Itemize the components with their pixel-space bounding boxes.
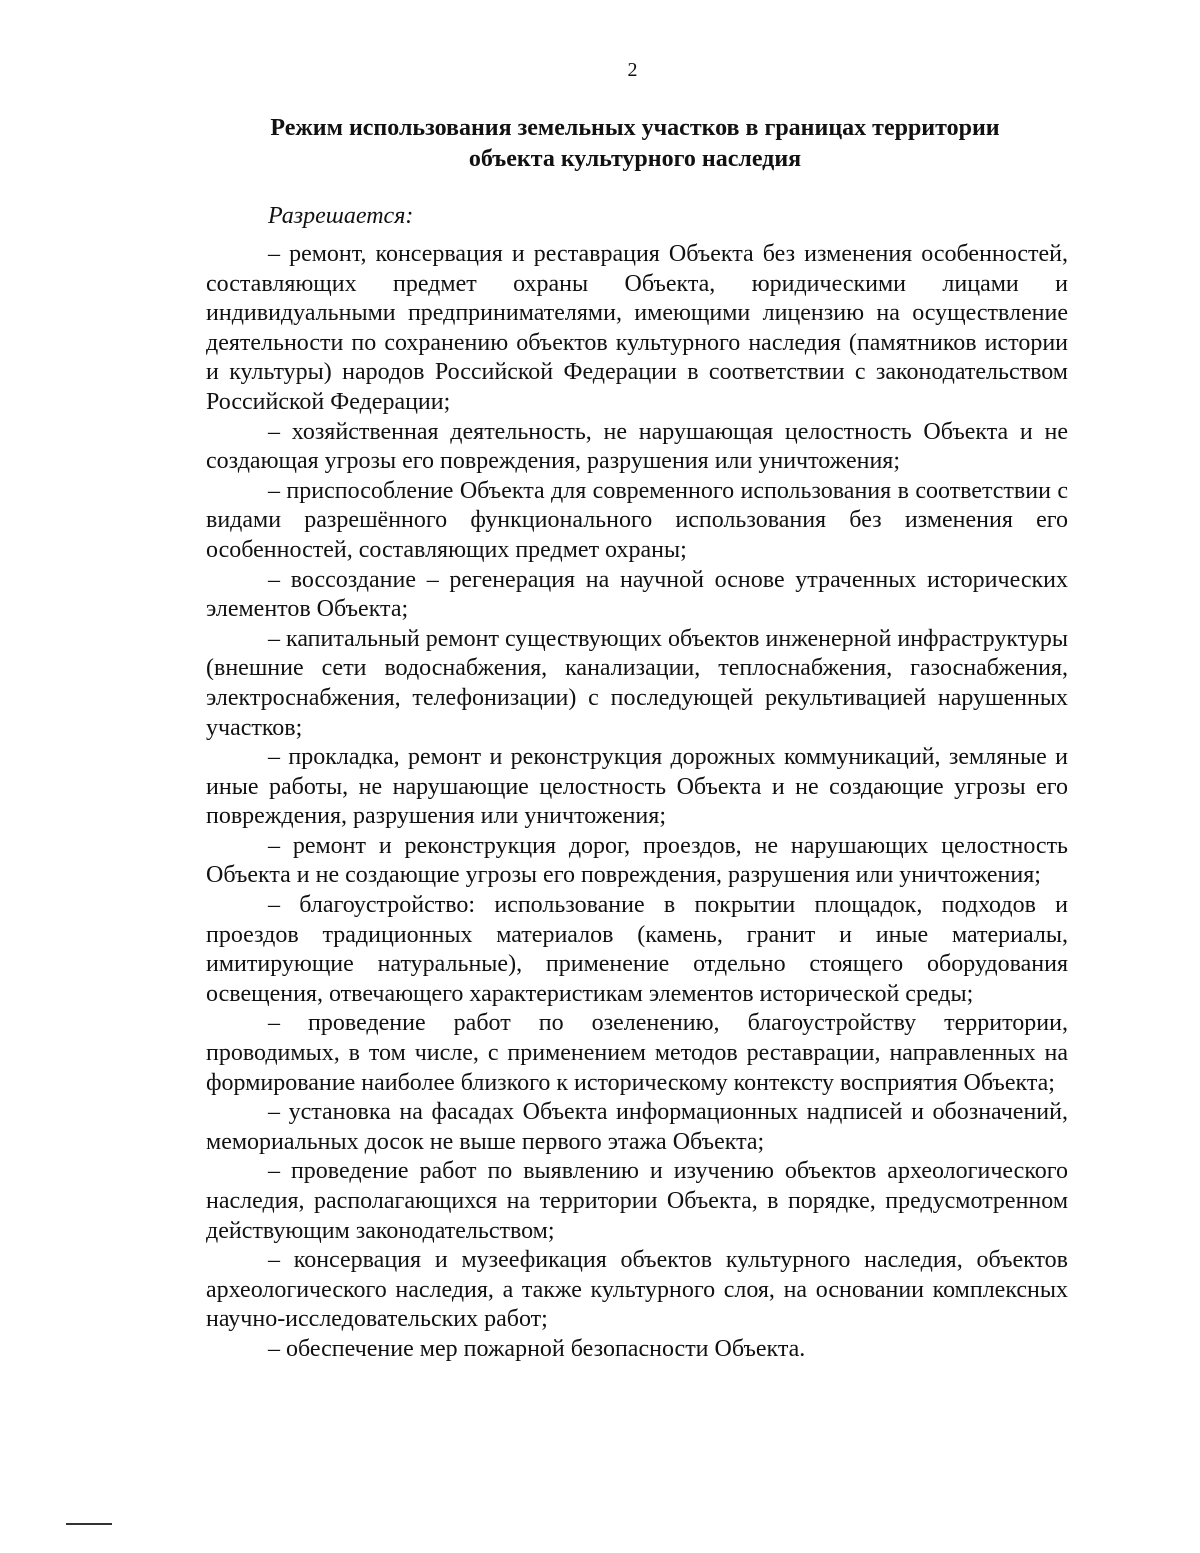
body-paragraph: – воссоздание – регенерация на научной основе утраченных исторических элементов Объекта; xyxy=(206,566,1068,623)
body-paragraph: – проведение работ по выявлению и изучению объектов археологического наследия, располагающихся на территории Объекта, в порядке, предусмотренном действующим законодательством; xyxy=(206,1158,1068,1244)
margin-mark xyxy=(66,1523,112,1525)
body-paragraph: – ремонт и реконструкция дорог, проездов, не нарушающих целостность Объекта и не создающие угрозы его повреждения, разрушения или уничтожения; xyxy=(206,832,1068,889)
body-paragraph: – консервация и музеефикация объектов культурного наследия, объектов археологического наследия, а также культурного слоя, на основании комплексных научно-исследовательских работ; xyxy=(206,1247,1068,1333)
title-line: объекта культурного наследия xyxy=(468,146,802,172)
body-paragraph: – благоустройство: использование в покрытии площадок, подходов и проездов традиционных материалов (камень, гранит и иные материалы, имитирующие натуральные), применение отдельно стоящего оборудования освещения, отвечающего характеристикам элементов исторической среды; xyxy=(206,892,1068,1007)
body-paragraph: – проведение работ по озеленению, благоустройству территории, проводимых, в том числе, с применением методов реставрации, направленных на формирование наиболее близкого к историческому контексту восприятия Объекта; xyxy=(206,1010,1068,1096)
body-paragraph: – прокладка, ремонт и реконструкция дорожных коммуникаций, земляные и иные работы, не нарушающие целостность Объекта и не создающие угрозы его повреждения, разрушения или уничтожения; xyxy=(206,744,1068,830)
document-title xyxy=(200,113,1070,175)
body-paragraph: – хозяйственная деятельность, не нарушающая целостность Объекта и не создающая угрозы его повреждения, разрушения или уничтожения; xyxy=(206,418,1068,475)
body-paragraph: – обеспечение мер пожарной безопасности Объекта. xyxy=(268,1335,806,1362)
page-number: 2 xyxy=(627,59,638,81)
title-line: Режим использования земельных участков в границах территории xyxy=(270,115,1000,141)
body-paragraph: – ремонт, консервация и реставрация Объекта без изменения особенностей, составляющих предмет охраны Объекта, юридическими лицами и индивидуальными предпринимателями, имеющими лицензию на осуществление деятельности по сохранению объектов культурного наследия (памятников истории и культуры) народов Российской Федерации в соответствии с законодательством Российской Федерации; xyxy=(206,241,1068,415)
document-body xyxy=(206,240,1068,1365)
body-paragraph: – капитальный ремонт существующих объектов инженерной инфраструктуры (внешние сети водоснабжения, канализации, теплоснабжения, газоснабжения, электроснабжения, телефонизации) с последующей рекультивацией нарушенных участков; xyxy=(206,625,1068,741)
body-paragraph: – приспособление Объекта для современного использования в соответствии с видами разрешённого функционального использования без изменения его особенностей, составляющих предмет охраны; xyxy=(206,477,1068,563)
allowed-heading: Разрешается: xyxy=(268,203,414,229)
body-paragraph: – установка на фасадах Объекта информационных надписей и обозначений, мемориальных досок не выше первого этажа Объекта; xyxy=(206,1099,1068,1155)
